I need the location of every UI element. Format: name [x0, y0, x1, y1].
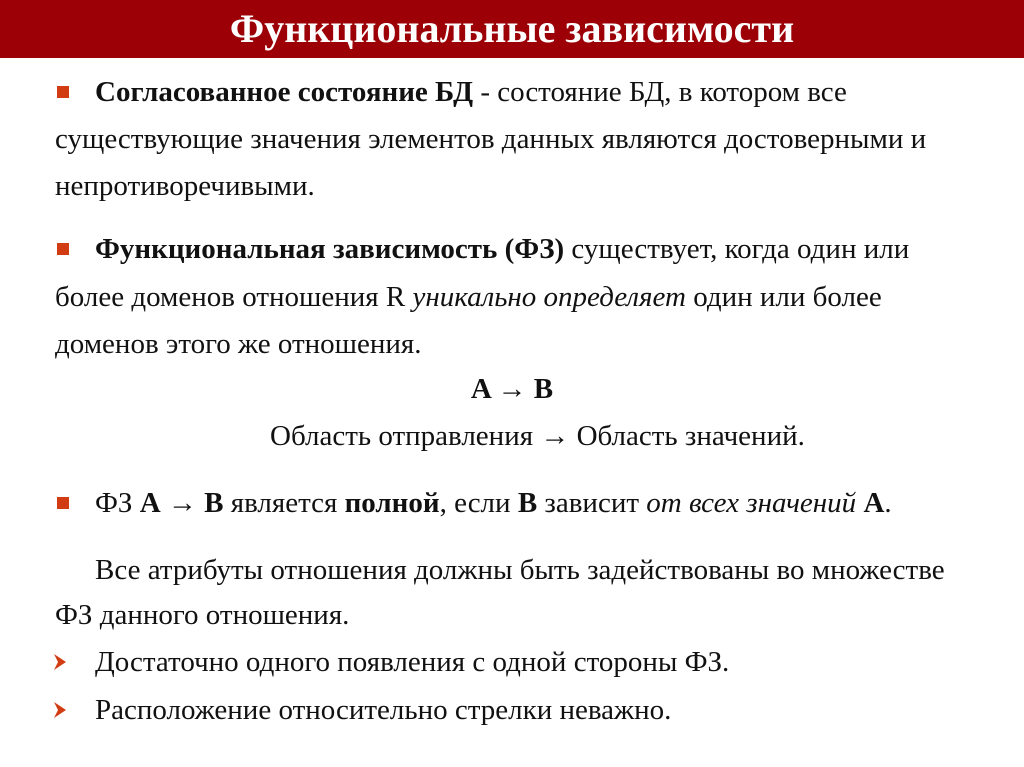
square-bullet-icon [57, 243, 69, 255]
text: , если [439, 487, 518, 519]
formula-a-to-b [0, 371, 1024, 407]
text: В [517, 487, 538, 519]
text: А [139, 487, 161, 519]
text: существует, когда один или [564, 233, 910, 265]
slide-title: Функциональные зависимости [229, 6, 795, 51]
text: зависит [537, 487, 647, 519]
formula-b: B [533, 373, 554, 405]
arrow-right-icon: → [540, 420, 570, 452]
term: Функциональная зависимость (ФЗ) [95, 233, 565, 265]
text-line: ФЗ данного отношения. [55, 599, 350, 631]
bullet-consistent-state [95, 74, 847, 110]
arrow-right-icon: → [167, 487, 197, 519]
text: - состояние БД, в котором все [473, 76, 847, 108]
text-line: доменов этого же отношения. [55, 328, 422, 360]
text: является [223, 487, 345, 519]
arrow-right-icon: → [497, 373, 527, 405]
text: Область значений. [576, 420, 805, 452]
term: Согласованное состояние БД [95, 76, 474, 108]
bullet-functional-dependency [95, 231, 909, 267]
text: Область отправления [270, 420, 534, 452]
bullet-full-dependency [95, 485, 892, 521]
text: А [863, 487, 885, 519]
text: ФЗ [95, 487, 140, 519]
italic-text: уникально определяет [412, 281, 686, 313]
square-bullet-icon [57, 86, 69, 98]
text-line: непротиворечивыми. [55, 170, 315, 202]
square-bullet-icon [57, 497, 69, 509]
text: полной [344, 487, 440, 519]
arrowhead-bullet-icon [53, 653, 67, 671]
text: более доменов отношения R [55, 281, 413, 313]
text: . [884, 487, 892, 519]
text: один или более [685, 281, 882, 313]
text-line: Все атрибуты отношения должны быть задействованы во множестве [95, 554, 945, 586]
text: В [204, 487, 224, 519]
text: от всех значений [646, 487, 857, 519]
sub-bullet: Достаточно одного появления с одной стороны ФЗ. [95, 646, 730, 678]
sub-bullet: Расположение относительно стрелки неважно. [95, 694, 672, 726]
arrowhead-bullet-icon [53, 701, 67, 719]
text-line [55, 279, 882, 315]
formula-domains [270, 418, 805, 454]
formula-a: A [470, 373, 491, 405]
text-line: существующие значения элементов данных являются достоверными и [55, 123, 927, 155]
